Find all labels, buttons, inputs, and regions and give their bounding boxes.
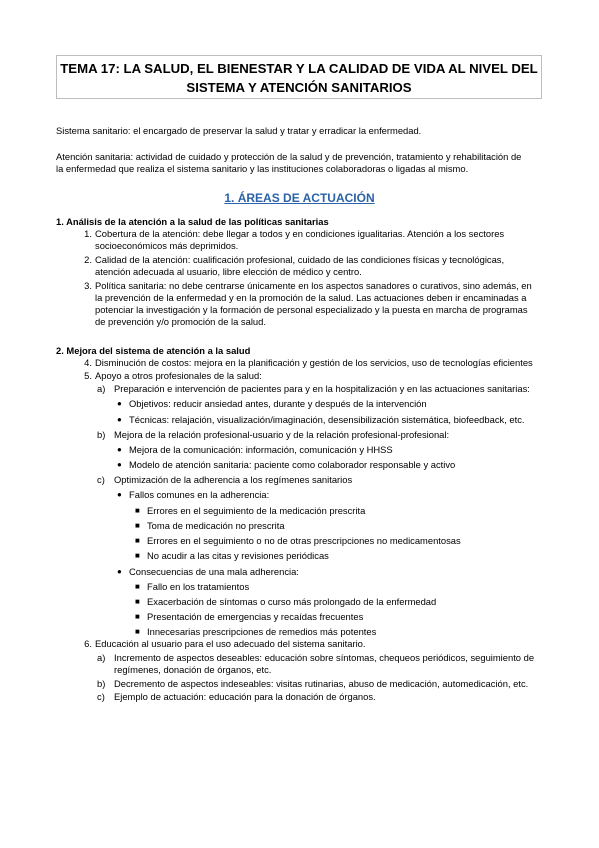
item-text-line: atención adecuada al usuario, libre elección de médico y centro. bbox=[95, 266, 362, 277]
item-text-line: de prevención y/o promoción de la salud. bbox=[95, 316, 266, 327]
item-text-line: potenciar la investigación y la formación de personal especializado y la puesta en marcha de programas bbox=[95, 304, 528, 315]
fallo-item: Toma de medicación no prescrita bbox=[147, 520, 285, 531]
consecuencia-item: Innecesarias prescripciones de remedios más potentes bbox=[147, 626, 377, 637]
bullet-icon: ● bbox=[117, 445, 122, 454]
bullet-text: Mejora de la comunicación: información, comunicación y HHSS bbox=[129, 444, 393, 455]
square-bullet-icon: ■ bbox=[135, 551, 140, 560]
item-number: 4. bbox=[84, 357, 92, 368]
square-bullet-icon: ■ bbox=[135, 597, 140, 606]
square-bullet-icon: ■ bbox=[135, 536, 140, 545]
consecuencia-item: Exacerbación de síntomas o curso más prolongado de la enfermedad bbox=[147, 596, 437, 607]
bullet-text: Técnicas: relajación, visualización/imaginación, desensibilización sistemática, biofeedback, etc. bbox=[129, 414, 525, 425]
fallo-item: Errores en el seguimiento de la medicación prescrita bbox=[147, 505, 366, 516]
sub-b-text: Mejora de la relación profesional-usuario y de la relación profesional-profesional: bbox=[114, 429, 450, 440]
square-bullet-icon: ■ bbox=[135, 506, 140, 515]
fallo-item: No acudir a las citas y revisiones periódicas bbox=[147, 550, 329, 561]
sub-mark: b) bbox=[97, 678, 106, 689]
item-text-line: Política sanitaria: no debe centrarse únicamente en los aspectos sanadores o curativos, sino además, en bbox=[95, 280, 532, 291]
square-bullet-icon: ■ bbox=[135, 627, 140, 636]
bullet-icon: ● bbox=[117, 460, 122, 469]
sub-text-line: regímenes, donación de órganos, etc. bbox=[114, 664, 272, 675]
bullet-icon: ● bbox=[117, 399, 122, 408]
item-number: 6. bbox=[84, 638, 92, 649]
sub-c-text: Optimización de la adherencia a los regímenes sanitarios bbox=[114, 474, 353, 485]
fallos-label: Fallos comunes en la adherencia: bbox=[129, 489, 270, 500]
sub-mark: a) bbox=[97, 652, 106, 663]
sub-text-line: Ejemplo de actuación: educación para la donación de órganos. bbox=[114, 691, 376, 702]
title-box bbox=[56, 55, 542, 99]
part2-heading: 2. Mejora del sistema de atención a la salud bbox=[56, 345, 251, 356]
item-6-text: Educación al usuario para el uso adecuado del sistema sanitario. bbox=[95, 638, 366, 649]
square-bullet-icon: ■ bbox=[135, 521, 140, 530]
consecuencia-item: Fallo en los tratamientos bbox=[147, 581, 250, 592]
item-5-text: Apoyo a otros profesionales de la salud: bbox=[95, 370, 262, 381]
item-4-text: Disminución de costos: mejora en la planificación y gestión de los servicios, uso de tecnologías eficientes bbox=[95, 357, 533, 368]
square-bullet-icon: ■ bbox=[135, 612, 140, 621]
item-text-line: Calidad de la atención: cualificación profesional, cuidado de las condiciones físicas y tecnológicas, bbox=[95, 254, 505, 265]
sub-text-line: Decremento de aspectos indeseables: visitas rutinarias, abuso de medicación, automedicación, etc. bbox=[114, 678, 529, 689]
sub-mark-b: b) bbox=[97, 429, 106, 440]
consecuencia-item: Presentación de emergencias y recaídas frecuentes bbox=[147, 611, 364, 622]
part1-heading: 1. Análisis de la atención a la salud de las políticas sanitarias bbox=[56, 216, 329, 227]
bullet-text: Objetivos: reducir ansiedad antes, durante y después de la intervención bbox=[129, 398, 427, 409]
sub-a-text: Preparación e intervención de pacientes para y en la hospitalización y en las actuaciones sanitarias: bbox=[114, 383, 530, 394]
section-heading: 1. ÁREAS DE ACTUACIÓN bbox=[224, 191, 375, 205]
item-text-line: socioeconómicos más deprimidos. bbox=[95, 240, 239, 251]
sub-text-line: Incremento de aspectos deseables: educación sobre síntomas, chequeos periódicos, seguimiento de bbox=[114, 652, 535, 663]
item-text-line: Cobertura de la atención: debe llegar a todos y en condiciones igualitarias. Atención a los sectores bbox=[95, 228, 505, 239]
bullet-text: Modelo de atención sanitaria: paciente como colaborador responsable y activo bbox=[129, 459, 456, 470]
fallo-item: Errores en el seguimiento o no de otras prescripciones no medicamentosas bbox=[147, 535, 461, 546]
intro-atencion-line-1: Atención sanitaria: actividad de cuidado y protección de la salud y de prevención, tratamiento y rehabilitación de bbox=[56, 151, 522, 162]
item-text-line: la prevención de la enfermedad y en la promoción de la salud. Las actuaciones deben ir encaminadas a bbox=[95, 292, 527, 303]
intro-atencion-line-2: la enfermedad que realiza el sistema sanitario y las instituciones colaboradoras o ligadas al mismo. bbox=[56, 163, 469, 174]
bullet-icon: ● bbox=[117, 415, 122, 424]
sub-mark-a: a) bbox=[97, 383, 106, 394]
sub-mark-c: c) bbox=[97, 474, 105, 485]
sub-mark: c) bbox=[97, 691, 105, 702]
title-line-2: SISTEMA Y ATENCIÓN SANITARIOS bbox=[186, 80, 412, 95]
item-number: 2. bbox=[84, 254, 92, 265]
title-line-1: TEMA 17: LA SALUD, EL BIENESTAR Y LA CALIDAD DE VIDA AL NIVEL DEL bbox=[60, 61, 538, 76]
consecuencias-label: Consecuencias de una mala adherencia: bbox=[129, 566, 299, 577]
intro-sistema-sanitario: Sistema sanitario: el encargado de preservar la salud y tratar y erradicar la enfermedad. bbox=[56, 125, 422, 136]
item-number: 1. bbox=[84, 228, 92, 239]
item-number: 5. bbox=[84, 370, 92, 381]
item-number: 3. bbox=[84, 280, 92, 291]
square-bullet-icon: ■ bbox=[135, 582, 140, 591]
bullet-icon: ● bbox=[117, 567, 122, 576]
bullet-icon: ● bbox=[117, 490, 122, 499]
